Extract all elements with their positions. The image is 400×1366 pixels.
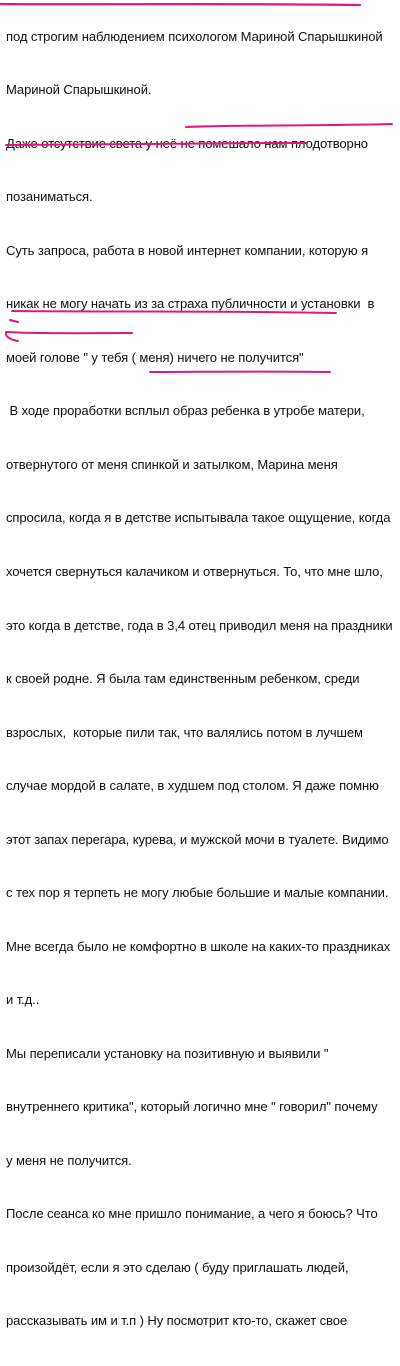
message-line: это когда в детстве, года в 3,4 отец приводил меня на праздники bbox=[0, 617, 400, 635]
message-body bbox=[0, 0, 400, 400]
message-line: внутреннего критика", который логично мне " говорил" почему bbox=[0, 1098, 400, 1116]
message-line: позаниматься. bbox=[0, 188, 400, 206]
message-line: Суть запроса, работа в новой интернет компании, которую я bbox=[0, 242, 400, 260]
message-line: у меня не получится. bbox=[0, 1152, 400, 1170]
message-line: случае мордой в салате, в худшем под столом. Я даже помню bbox=[0, 777, 400, 795]
message-line: под строгим наблюдением психологом Мариной Спарышкиной bbox=[0, 28, 400, 46]
message-line: и т.д.. bbox=[0, 991, 400, 1009]
message-line: Мне всегда было не комфортно в школе на каких-то праздниках bbox=[0, 938, 400, 956]
message-line: взрослых, которые пили так, что валялись потом в лучшем bbox=[0, 724, 400, 742]
message-line: с тех пор я терпеть не могу любые большие и малые компании. bbox=[0, 884, 400, 902]
message-line: Мариной Спарышкиной. bbox=[0, 81, 400, 99]
message-line: Мы переписали установку на позитивную и выявили " bbox=[0, 1045, 400, 1063]
message-line: рассказывать им и т.п ) Ну посмотрит кто-то, скажет свое bbox=[0, 1312, 400, 1330]
message-line: никак не могу начать из за страха публичности и установки в bbox=[0, 295, 400, 313]
message-line: произойдёт, если я это сделаю ( буду приглашать людей, bbox=[0, 1259, 400, 1277]
message-line: После сеанса ко мне пришло понимание, а чего я боюсь? Что bbox=[0, 1205, 400, 1223]
message-line: спросила, когда я в детстве испытывала такое ощущение, когда bbox=[0, 509, 400, 527]
message-line: отвернутого от меня спинкой и затылком, Марина меня bbox=[0, 456, 400, 474]
message-line: В ходе проработки всплыл образ ребенка в утробе матери, bbox=[0, 402, 400, 420]
message-line: моей голове " у тебя ( меня) ничего не получится" bbox=[0, 349, 400, 367]
message-line: этот запах перегара, курева, и мужской мочи в туалете. Видимо bbox=[0, 831, 400, 849]
message-line: к своей родне. Я была там единственным ребенком, среди bbox=[0, 670, 400, 688]
message-line: Даже отсутствие света у неё не помешало нам плодотворно bbox=[0, 135, 400, 153]
message-line: хочется свернуться калачиком и отвернуться. То, что мне шло, bbox=[0, 563, 400, 581]
